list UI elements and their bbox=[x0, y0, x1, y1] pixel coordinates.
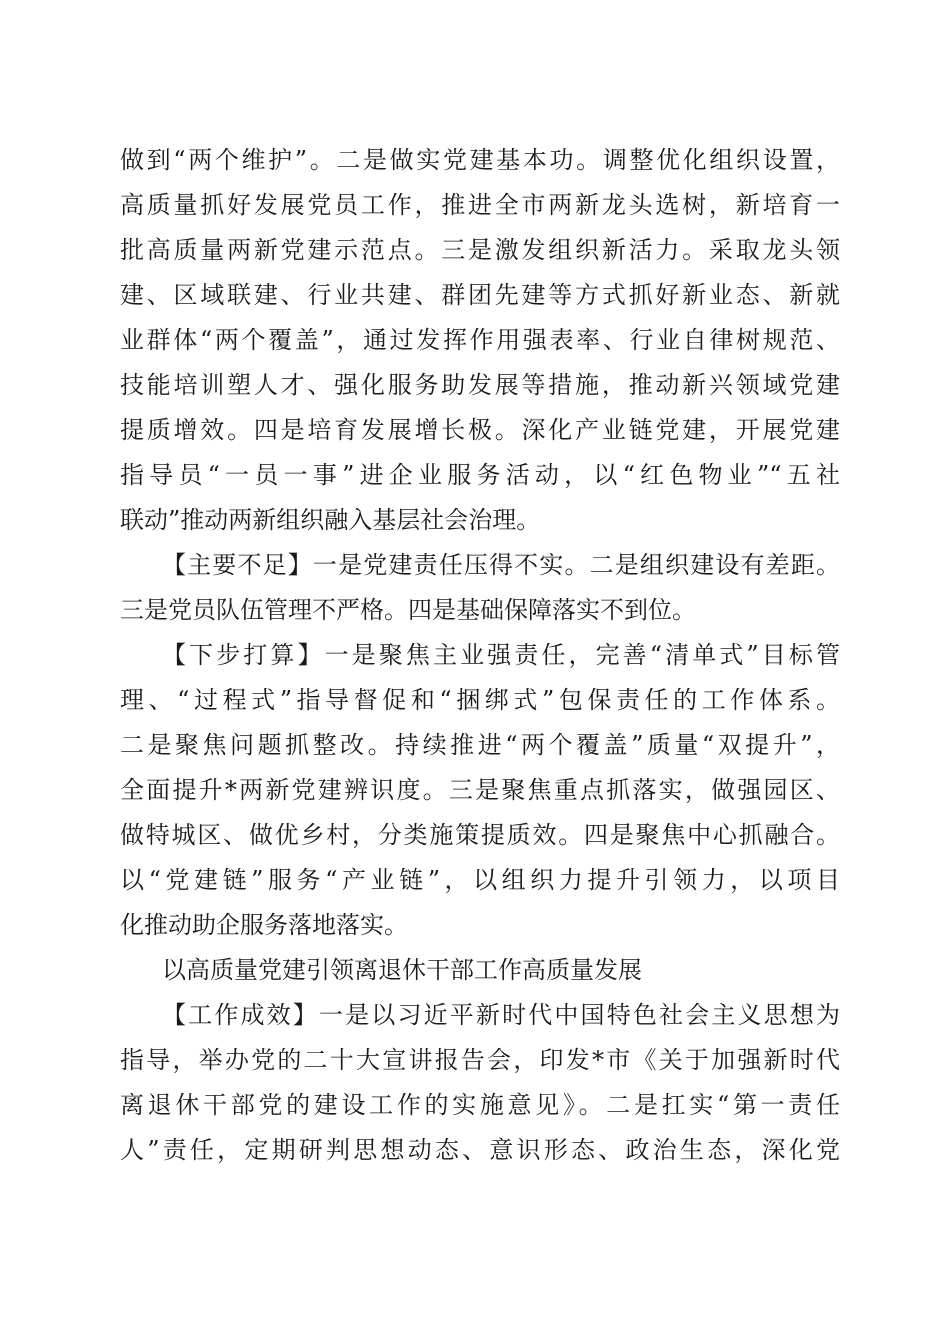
text-line: 理、“过程式”指导督促和“捆绑式”包保责任的工作体系。 bbox=[120, 686, 840, 714]
text-line: 以“党建链”服务“产业链”，以组织力提升引领力，以项目 bbox=[120, 866, 840, 894]
text-line: 做到“两个维护”。二是做实党建基本功。调整优化组织设置， bbox=[120, 146, 840, 174]
text-line: 业群体“两个覆盖”，通过发挥作用强表率、行业自律树规范、 bbox=[120, 326, 840, 354]
paragraph-achievements-continued bbox=[120, 138, 840, 543]
text-line: 化推动助企服务落地落实。 bbox=[120, 911, 408, 939]
text-line: 批高质量两新党建示范点。三是激发组织新活力。采取龙头领 bbox=[120, 236, 840, 264]
text-line: 指导员“一员一事”进企业服务活动，以“红色物业”“五社 bbox=[120, 461, 840, 489]
text-line: 联动”推动两新组织融入基层社会治理。 bbox=[120, 506, 541, 534]
text-line: 人”责任，定期研判思想动态、意识形态、政治生态，深化党 bbox=[120, 1136, 840, 1164]
text-line: 建、区域联建、行业共建、群团先建等方式抓好新业态、新就 bbox=[120, 281, 840, 309]
paragraph-shortcomings bbox=[120, 543, 840, 633]
section-heading bbox=[120, 948, 840, 993]
text-line: 指导，举办党的二十大宣讲报告会，印发*市《关于加强新时代 bbox=[120, 1046, 840, 1074]
text-line: 【工作成效】一是以习近平新时代中国特色社会主义思想为 bbox=[162, 1001, 840, 1029]
paragraph-work-results bbox=[120, 993, 840, 1173]
text-line: 做特城区、做优乡村，分类施策提质效。四是聚焦中心抓融合。 bbox=[120, 821, 840, 849]
paragraph-next-steps bbox=[120, 633, 840, 948]
section-title: 以高质量党建引领离退休干部工作高质量发展 bbox=[162, 956, 642, 984]
text-line: 二是聚焦问题抓整改。持续推进“两个覆盖”质量“双提升”， bbox=[120, 731, 840, 759]
document-body bbox=[120, 138, 840, 1173]
text-line: 全面提升*两新党建辨识度。三是聚焦重点抓落实，做强园区、 bbox=[120, 776, 840, 804]
text-line: 离退休干部党的建设工作的实施意见》。二是扛实“第一责任 bbox=[120, 1091, 840, 1119]
text-line: 提质增效。四是培育发展增长极。深化产业链党建，开展党建 bbox=[120, 416, 840, 444]
text-line: 【主要不足】一是党建责任压得不实。二是组织建设有差距。 bbox=[162, 551, 840, 579]
text-line: 【下步打算】一是聚焦主业强责任，完善“清单式”目标管 bbox=[162, 641, 840, 669]
text-line: 高质量抓好发展党员工作，推进全市两新龙头选树，新培育一 bbox=[120, 191, 840, 219]
text-line: 技能培训塑人才、强化服务助发展等措施，推动新兴领域党建 bbox=[120, 371, 840, 399]
text-line: 三是党员队伍管理不严格。四是基础保障落实不到位。 bbox=[120, 596, 696, 624]
